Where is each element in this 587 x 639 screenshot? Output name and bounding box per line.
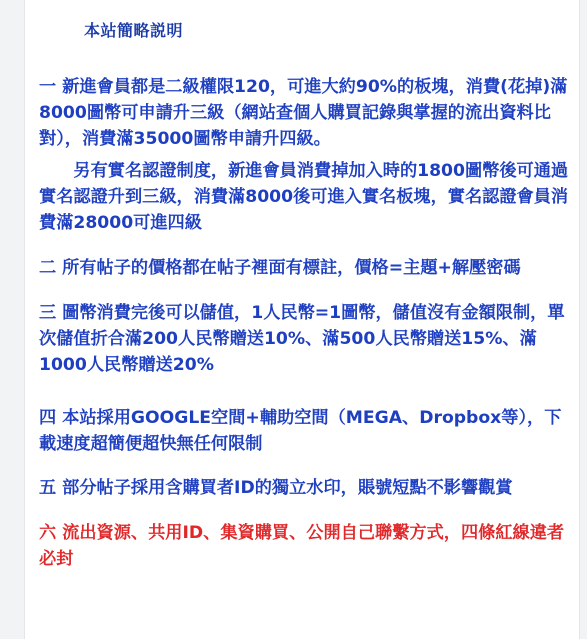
rule-6-warning-text: 六 流出資源、共用ID、集資購買、公開自己聯繫方式，四條紅線違者必封 [39,523,565,569]
rule-1-text: 一 新進會員都是二級權限120，可進大約90%的板塊，消費(花掉)滿8000圖幣可申請升三級（網站查個人購買記錄與掌握的流出資料比對），消費滿35000圖幣申請升四級。 [39,77,568,149]
rule-3-text: 三 圖幣消費完後可以儲值，1人民幣=1圖幣，儲值沒有金額限制，單次儲值折合滿200人民幣贈送10%、滿500人民幣贈送15%、滿1000人民幣贈送20% [39,303,565,375]
content-panel [24,0,580,639]
rule-4-text: 四 本站採用GOOGLE空間+輔助空間（MEGA、Dropbox等），下載速度超簡便超快無任何限制 [39,408,562,454]
rule-2-text: 二 所有帖子的價格都在帖子裡面有標註，價格=主題+解壓密碼 [39,258,521,278]
page-title: 本站簡略説明 [84,21,184,40]
rule-1-verification-text: 另有實名認證制度，新進會員消費掉加入時的1800圖幣後可通過實名認證升到三級，消費滿8000後可進入實名板塊，實名認證會員消費滿28000可進四級 [39,161,569,233]
rule-5-text: 五 部分帖子採用含購買者ID的獨立水印，賬號短點不影響觀賞 [39,478,513,498]
